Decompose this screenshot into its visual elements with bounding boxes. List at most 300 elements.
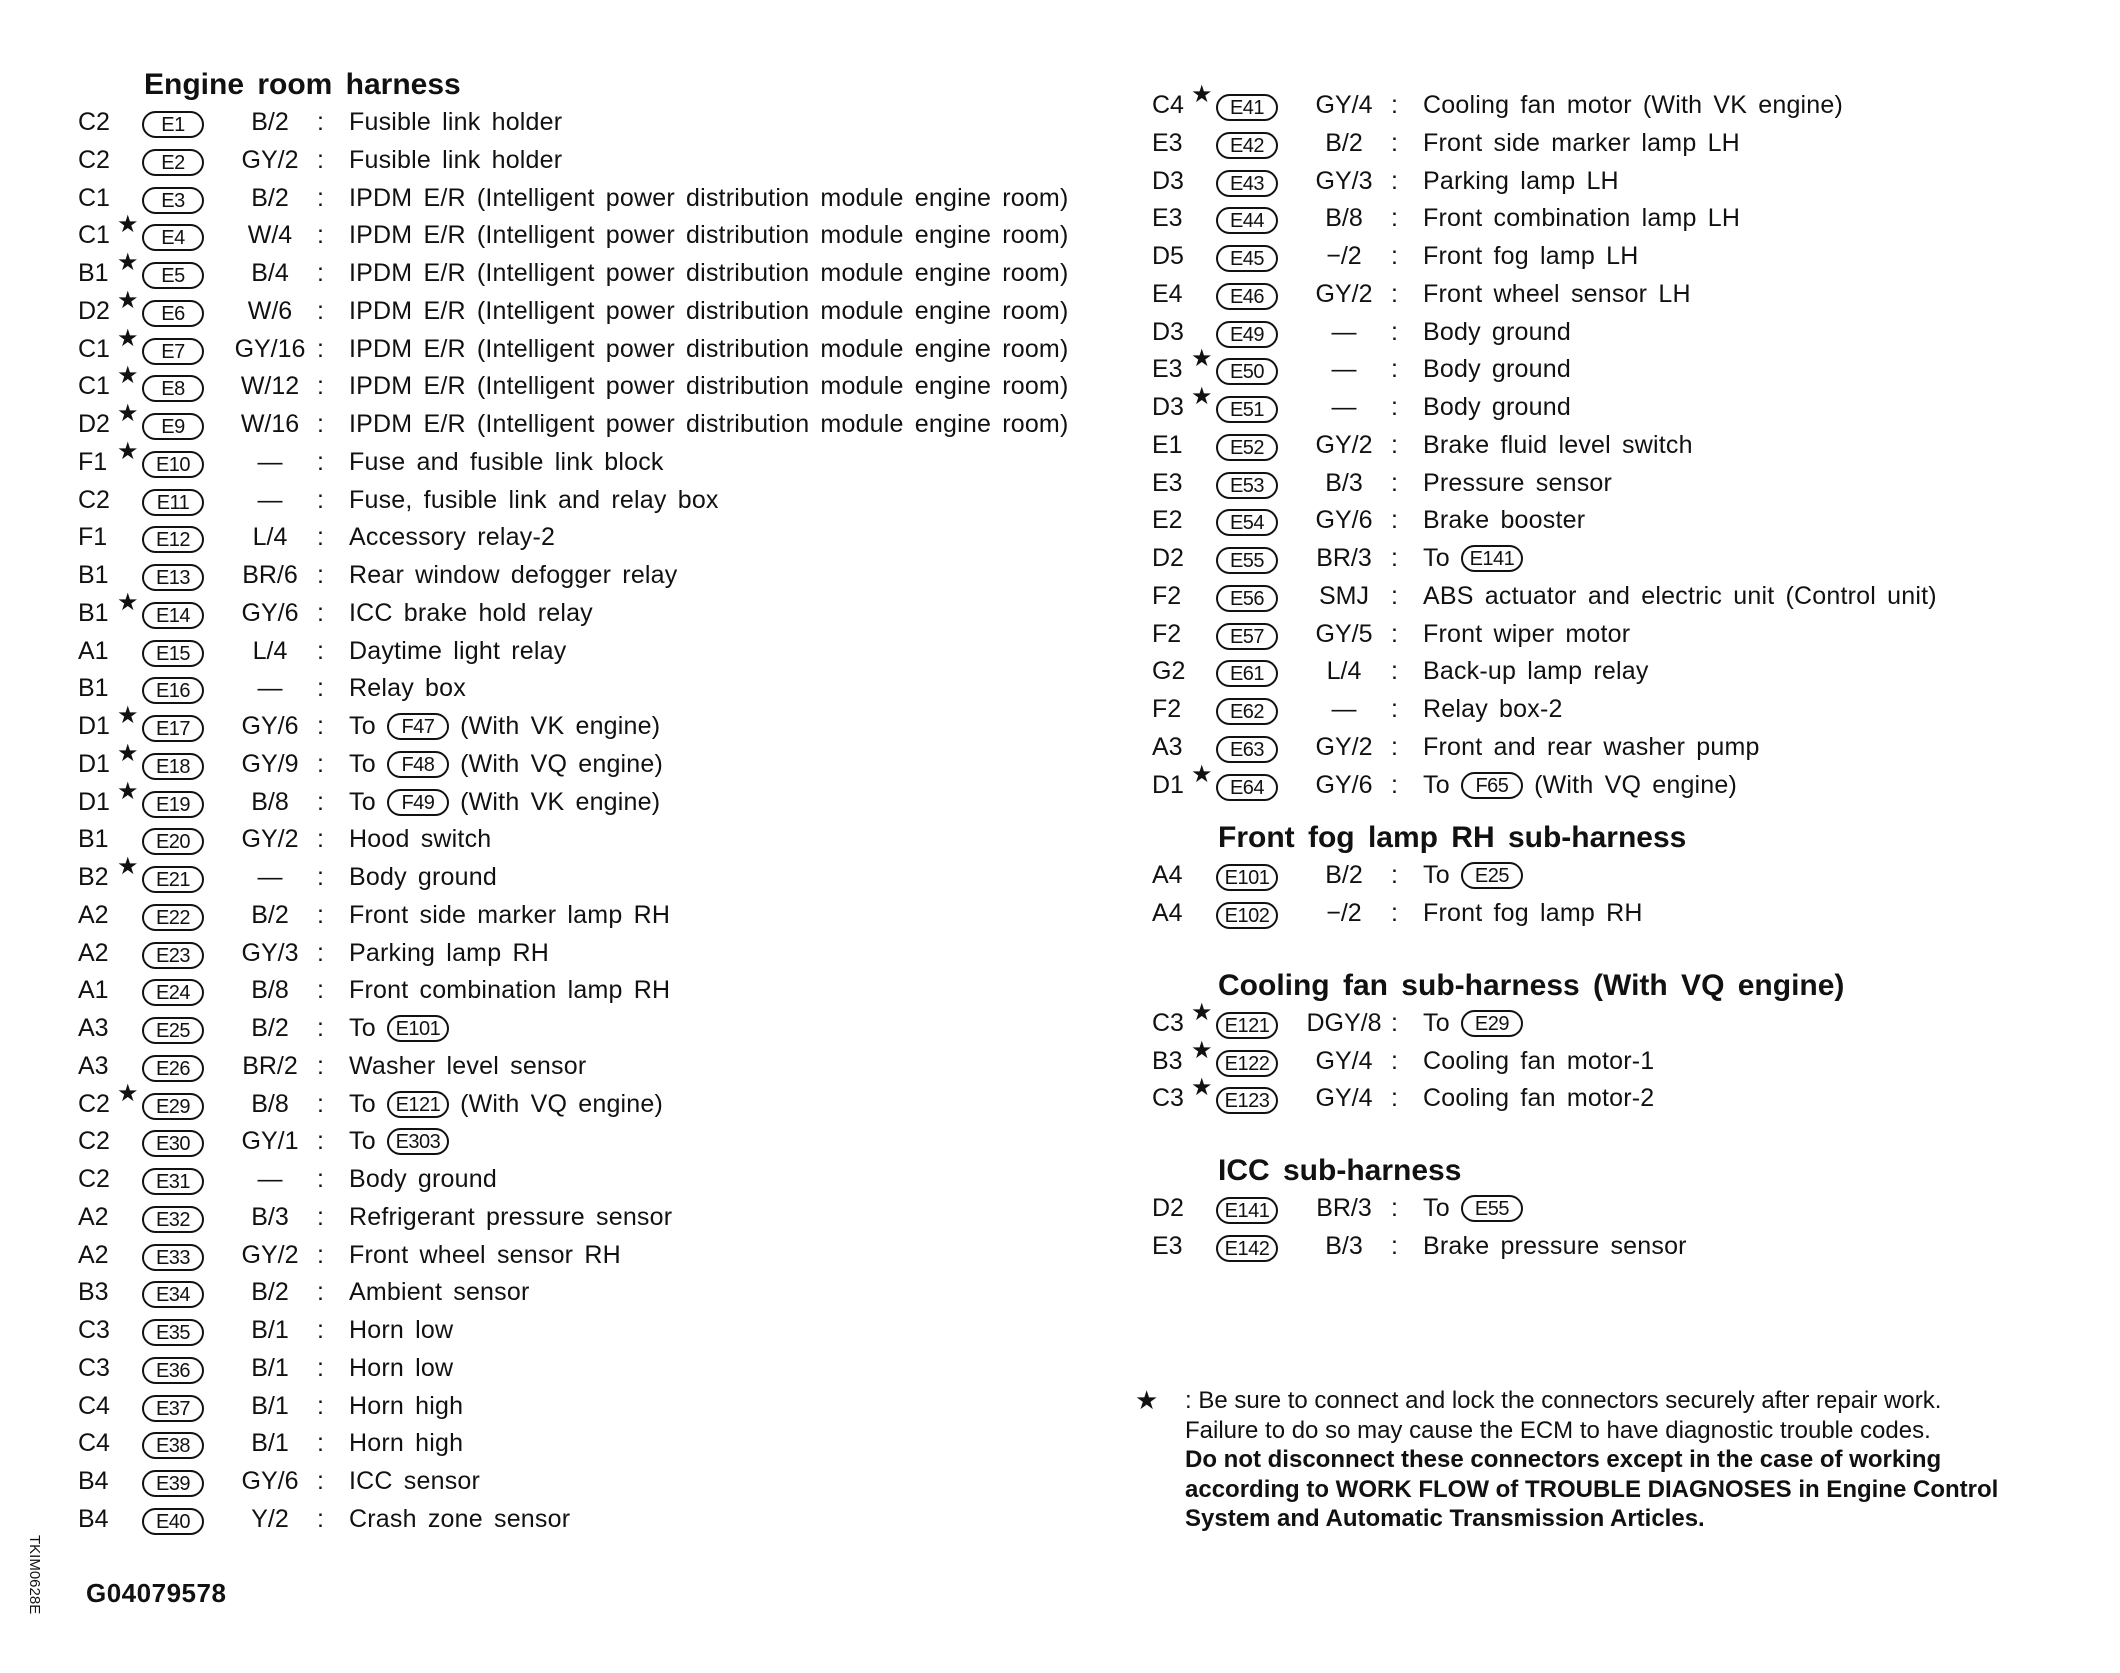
connector-badge: E25 bbox=[142, 1017, 204, 1044]
connector-description: ICC brake hold relay bbox=[349, 598, 593, 627]
connector-badge: E37 bbox=[142, 1395, 204, 1422]
connector-description: Brake pressure sensor bbox=[1423, 1231, 1687, 1260]
connector-badge: E13 bbox=[142, 564, 204, 591]
connector-row bbox=[78, 1463, 1118, 1501]
star-icon: ★ bbox=[117, 1079, 139, 1107]
grid-location: B2 bbox=[78, 863, 109, 891]
wire-spec: B/3 bbox=[1325, 1231, 1363, 1260]
connector-description bbox=[349, 1123, 449, 1161]
separator: : bbox=[317, 410, 324, 438]
connector-row bbox=[78, 670, 1118, 708]
description-prefix: To bbox=[1423, 1194, 1461, 1222]
connector-row bbox=[78, 935, 1118, 973]
grid-location: F2 bbox=[1152, 695, 1182, 723]
wire-spec: GY/6 bbox=[1315, 506, 1373, 535]
footnote-line: : Be sure to connect and lock the connectors securely after repair work. bbox=[1185, 1387, 1942, 1414]
section-title-cooling-fan: Cooling fan sub-harness (With VQ engine) bbox=[1218, 968, 1845, 1002]
side-code: TKIM0628E bbox=[26, 1535, 43, 1615]
footnote-body bbox=[1185, 1386, 2095, 1534]
separator: : bbox=[1391, 128, 1398, 157]
connector-description: Cooling fan motor-1 bbox=[1423, 1046, 1655, 1075]
linked-connector-badge: F47 bbox=[387, 713, 449, 740]
connector-description: Front wheel sensor RH bbox=[349, 1240, 621, 1269]
connector-badge: E34 bbox=[142, 1281, 204, 1308]
separator: : bbox=[1391, 544, 1398, 572]
connector-badge: E24 bbox=[142, 979, 204, 1006]
grid-location: C1 bbox=[78, 221, 110, 250]
connector-badge: E19 bbox=[142, 791, 204, 818]
separator: : bbox=[317, 976, 324, 1005]
grid-location: D1 bbox=[78, 749, 110, 778]
connector-badge: E49 bbox=[1216, 321, 1278, 348]
grid-location: E3 bbox=[1152, 468, 1183, 497]
connector-row bbox=[1152, 616, 2082, 654]
wire-spec: GY/9 bbox=[241, 749, 299, 778]
separator: : bbox=[317, 108, 324, 136]
document-id: G04079578 bbox=[86, 1578, 227, 1608]
grid-location: C1 bbox=[78, 183, 110, 212]
wire-spec: GY/4 bbox=[1315, 91, 1373, 119]
connector-description: Hood switch bbox=[349, 825, 492, 854]
connector-description: IPDM E/R (Intelligent power distribution module engine room) bbox=[349, 334, 1069, 363]
connector-badge: E2 bbox=[142, 149, 204, 176]
connector-description: Front fog lamp LH bbox=[1423, 242, 1639, 270]
grid-location: C2 bbox=[78, 1127, 110, 1156]
connector-badge: E53 bbox=[1216, 472, 1278, 499]
connector-description bbox=[1423, 857, 1523, 895]
connector-description: IPDM E/R (Intelligent power distribution module engine room) bbox=[349, 296, 1069, 325]
connector-description: Relay box bbox=[349, 674, 466, 703]
separator: : bbox=[317, 1391, 324, 1420]
grid-location: D1 bbox=[1152, 770, 1184, 799]
connector-badge: E62 bbox=[1216, 698, 1278, 725]
wire-spec: BR/3 bbox=[1316, 1194, 1372, 1222]
connector-row bbox=[1152, 578, 2082, 616]
connector-badge: E9 bbox=[142, 413, 204, 440]
connector-badge: E23 bbox=[142, 942, 204, 969]
star-icon: ★ bbox=[117, 324, 139, 352]
footnote-warning-line: Do not disconnect these connectors except in the case of working bbox=[1185, 1446, 1942, 1473]
connector-row bbox=[78, 482, 1118, 520]
connector-row bbox=[78, 777, 1118, 822]
description-prefix: To bbox=[349, 1127, 387, 1156]
connector-badge: E3 bbox=[142, 187, 204, 214]
wire-spec: B/2 bbox=[251, 108, 289, 136]
wire-spec: GY/2 bbox=[241, 825, 299, 854]
linked-connector-badge: E25 bbox=[1461, 862, 1523, 889]
connector-badge: E122 bbox=[1216, 1050, 1278, 1077]
separator: : bbox=[317, 296, 324, 325]
connector-description: Front combination lamp RH bbox=[349, 976, 671, 1005]
separator: : bbox=[317, 1089, 324, 1118]
separator: : bbox=[317, 1165, 324, 1193]
connector-description: IPDM E/R (Intelligent power distribution module engine room) bbox=[349, 183, 1069, 212]
connector-badge: E15 bbox=[142, 640, 204, 667]
separator: : bbox=[1391, 770, 1398, 799]
connector-badge: E39 bbox=[142, 1470, 204, 1497]
connector-badge: E5 bbox=[142, 262, 204, 289]
connector-description: Body ground bbox=[349, 863, 497, 891]
grid-location: B3 bbox=[78, 1278, 109, 1307]
separator: : bbox=[317, 183, 324, 212]
connector-row bbox=[1152, 760, 2082, 805]
separator: : bbox=[317, 1014, 324, 1042]
wire-spec: W/6 bbox=[247, 296, 293, 325]
wire-spec: GY/4 bbox=[1315, 1046, 1373, 1075]
wire-spec: B/8 bbox=[251, 1089, 289, 1118]
separator: : bbox=[317, 825, 324, 854]
connector-row bbox=[1152, 729, 2082, 767]
connector-row bbox=[78, 249, 1118, 293]
connector-row bbox=[78, 739, 1118, 784]
connector-row bbox=[1152, 857, 2082, 895]
wire-spec: −/2 bbox=[1326, 242, 1362, 270]
connector-row bbox=[78, 1010, 1118, 1048]
grid-location: F1 bbox=[78, 447, 108, 476]
wire-spec: Y/2 bbox=[251, 1504, 289, 1533]
separator: : bbox=[1391, 695, 1398, 723]
separator: : bbox=[1391, 393, 1398, 421]
grid-location: C3 bbox=[1152, 1084, 1184, 1113]
grid-location: A2 bbox=[78, 900, 109, 929]
connector-row bbox=[1152, 540, 2082, 578]
connector-row bbox=[78, 1199, 1118, 1237]
grid-location: F1 bbox=[78, 523, 108, 552]
separator: : bbox=[317, 1127, 324, 1156]
description-prefix: To bbox=[349, 1014, 387, 1042]
connector-badge: E41 bbox=[1216, 94, 1278, 121]
grid-location: E1 bbox=[1152, 430, 1183, 459]
connector-description: Front side marker lamp RH bbox=[349, 900, 671, 929]
connector-badge: E8 bbox=[142, 375, 204, 402]
separator: : bbox=[1391, 1084, 1398, 1113]
footnote bbox=[1135, 1386, 2095, 1534]
wire-spec: B/4 bbox=[251, 259, 289, 287]
connector-row bbox=[1152, 653, 2082, 691]
connector-description: IPDM E/R (Intelligent power distribution module engine room) bbox=[349, 410, 1069, 438]
grid-location: B1 bbox=[78, 598, 109, 627]
connector-row bbox=[78, 972, 1118, 1010]
connector-row bbox=[78, 1274, 1118, 1312]
connector-row bbox=[78, 1350, 1118, 1388]
separator: : bbox=[1391, 430, 1398, 459]
connector-row bbox=[78, 400, 1118, 444]
engine-room-rows bbox=[78, 104, 1118, 1539]
separator: : bbox=[317, 712, 324, 740]
wire-spec: GY/6 bbox=[241, 598, 299, 627]
separator: : bbox=[1391, 1231, 1398, 1260]
connector-description: Front side marker lamp LH bbox=[1423, 128, 1740, 157]
wire-spec: DGY/8 bbox=[1306, 1008, 1382, 1037]
grid-location: E3 bbox=[1152, 128, 1183, 157]
separator: : bbox=[317, 485, 324, 514]
separator: : bbox=[317, 1316, 324, 1344]
connector-description: IPDM E/R (Intelligent power distribution module engine room) bbox=[349, 221, 1069, 250]
separator: : bbox=[1391, 242, 1398, 270]
description-prefix: To bbox=[349, 787, 387, 816]
separator: : bbox=[1391, 861, 1398, 890]
connector-badge: E64 bbox=[1216, 774, 1278, 801]
connector-description: Parking lamp RH bbox=[349, 938, 549, 967]
wire-spec: GY/6 bbox=[241, 1467, 299, 1495]
wire-spec: GY/2 bbox=[1315, 279, 1373, 308]
wire-spec: GY/3 bbox=[241, 938, 299, 967]
connector-description: Body ground bbox=[1423, 317, 1571, 346]
cooling-fan-rows bbox=[1152, 998, 2082, 1118]
connector-row bbox=[1152, 1228, 2082, 1266]
connector-description: IPDM E/R (Intelligent power distribution module engine room) bbox=[349, 372, 1069, 401]
connector-badge: E29 bbox=[142, 1093, 204, 1120]
grid-location: D2 bbox=[1152, 1194, 1184, 1222]
connector-row bbox=[1152, 1074, 2082, 1118]
connector-badge: E52 bbox=[1216, 434, 1278, 461]
wire-spec: — bbox=[257, 674, 283, 703]
star-icon: ★ bbox=[117, 739, 139, 767]
grid-location: C2 bbox=[78, 145, 110, 174]
linked-connector-badge: E55 bbox=[1461, 1195, 1523, 1222]
section-title-icc: ICC sub-harness bbox=[1218, 1154, 1462, 1187]
connector-row bbox=[78, 1048, 1118, 1086]
wire-spec: GY/6 bbox=[1315, 770, 1373, 799]
wire-spec: SMJ bbox=[1319, 581, 1369, 610]
wire-spec: GY/3 bbox=[1315, 166, 1373, 195]
connector-row bbox=[78, 286, 1118, 331]
connector-badge: E44 bbox=[1216, 207, 1278, 234]
connector-badge: E18 bbox=[142, 753, 204, 780]
linked-connector-badge: E101 bbox=[387, 1015, 449, 1042]
connector-row bbox=[1152, 502, 2082, 540]
description-prefix: To bbox=[349, 712, 387, 740]
wire-spec: — bbox=[257, 1165, 283, 1193]
wire-spec: −/2 bbox=[1326, 899, 1362, 927]
connector-badge: E42 bbox=[1216, 132, 1278, 159]
wire-spec: — bbox=[257, 485, 283, 514]
grid-location: F2 bbox=[1152, 581, 1182, 610]
wire-spec: — bbox=[1331, 355, 1357, 384]
connector-row bbox=[1152, 163, 2082, 201]
connector-row bbox=[78, 1501, 1118, 1539]
wire-spec: GY/2 bbox=[1315, 430, 1373, 459]
star-icon: ★ bbox=[117, 249, 139, 276]
connector-row bbox=[78, 324, 1118, 369]
grid-location: D2 bbox=[1152, 544, 1184, 572]
connector-description: Front fog lamp RH bbox=[1423, 899, 1643, 927]
connector-row bbox=[1152, 998, 2082, 1043]
wire-spec: — bbox=[257, 863, 283, 891]
grid-location: B1 bbox=[78, 825, 109, 854]
description-prefix: To bbox=[1423, 544, 1461, 572]
wire-spec: GY/16 bbox=[234, 334, 306, 363]
linked-connector-badge: E29 bbox=[1461, 1010, 1523, 1037]
grid-location: E3 bbox=[1152, 1231, 1183, 1260]
wire-spec: — bbox=[1331, 393, 1357, 421]
connector-row bbox=[1152, 200, 2082, 238]
connector-row bbox=[78, 211, 1118, 255]
description-suffix: (With VQ engine) bbox=[1522, 770, 1738, 799]
connector-row bbox=[78, 180, 1118, 218]
connector-badge: E57 bbox=[1216, 623, 1278, 650]
wire-spec: — bbox=[1331, 317, 1357, 346]
grid-location: A4 bbox=[1152, 899, 1183, 927]
wire-spec: GY/4 bbox=[1315, 1084, 1373, 1113]
connector-description: Cooling fan motor (With VK engine) bbox=[1423, 91, 1844, 119]
wire-spec: — bbox=[257, 447, 283, 476]
wire-spec: GY/2 bbox=[241, 145, 299, 174]
connector-row bbox=[78, 633, 1118, 671]
description-prefix: To bbox=[1423, 770, 1461, 799]
connector-description: Washer level sensor bbox=[349, 1051, 587, 1080]
wire-spec: — bbox=[1331, 695, 1357, 723]
connector-row bbox=[1152, 81, 2082, 125]
connector-row bbox=[78, 1079, 1118, 1124]
wire-spec: W/16 bbox=[240, 410, 300, 438]
connector-row bbox=[1152, 1190, 2082, 1228]
wire-spec: GY/2 bbox=[1315, 732, 1373, 761]
wire-spec: GY/6 bbox=[241, 712, 299, 740]
connector-description: Horn low bbox=[349, 1353, 454, 1382]
connector-description: Refrigerant pressure sensor bbox=[349, 1202, 673, 1231]
connector-description: Front and rear washer pump bbox=[1423, 732, 1760, 761]
star-icon: ★ bbox=[117, 362, 139, 390]
connector-badge: E33 bbox=[142, 1244, 204, 1271]
connector-description bbox=[1423, 1190, 1523, 1228]
footnote-line: Failure to do so may cause the ECM to have diagnostic trouble codes. bbox=[1185, 1416, 1931, 1444]
description-prefix: To bbox=[1423, 1008, 1461, 1037]
connector-row bbox=[1152, 383, 2082, 427]
grid-location: C1 bbox=[78, 372, 110, 401]
grid-location: A1 bbox=[78, 636, 109, 665]
separator: : bbox=[317, 1429, 324, 1458]
connector-badge: E10 bbox=[142, 451, 204, 478]
connector-badge: E30 bbox=[142, 1130, 204, 1157]
wire-spec: B/3 bbox=[1325, 468, 1363, 497]
footnote-star-icon: ★ bbox=[1135, 1385, 1159, 1415]
star-icon: ★ bbox=[117, 702, 139, 729]
connector-badge: E63 bbox=[1216, 736, 1278, 763]
connector-row bbox=[1152, 691, 2082, 729]
connector-row bbox=[78, 853, 1118, 897]
wire-spec: B/8 bbox=[1325, 204, 1363, 233]
separator: : bbox=[1391, 1046, 1398, 1075]
connector-description: Front combination lamp LH bbox=[1423, 204, 1741, 233]
connector-row bbox=[78, 1425, 1118, 1463]
connector-row bbox=[78, 1388, 1118, 1426]
separator: : bbox=[1391, 581, 1398, 610]
separator: : bbox=[1391, 619, 1398, 648]
wire-spec: BR/2 bbox=[242, 1051, 298, 1080]
connector-badge: E51 bbox=[1216, 396, 1278, 423]
separator: : bbox=[317, 561, 324, 589]
connector-description: Parking lamp LH bbox=[1423, 166, 1619, 195]
wire-spec: B/2 bbox=[251, 183, 289, 212]
grid-location: C2 bbox=[78, 108, 110, 136]
connector-row bbox=[1152, 276, 2082, 314]
separator: : bbox=[317, 372, 324, 401]
grid-location: C3 bbox=[78, 1353, 110, 1382]
separator: : bbox=[1391, 355, 1398, 384]
separator: : bbox=[317, 259, 324, 287]
wire-spec: GY/5 bbox=[1315, 619, 1373, 648]
connector-description: Horn high bbox=[349, 1429, 464, 1458]
wire-spec: B/1 bbox=[251, 1316, 289, 1344]
grid-location: C2 bbox=[78, 485, 110, 514]
grid-location: D1 bbox=[78, 712, 110, 740]
wire-spec: L/4 bbox=[252, 523, 288, 552]
separator: : bbox=[1391, 91, 1398, 119]
grid-location: B4 bbox=[78, 1467, 109, 1495]
connector-badge: E123 bbox=[1216, 1087, 1278, 1114]
grid-location: B3 bbox=[1152, 1046, 1183, 1075]
connector-badge: E22 bbox=[142, 904, 204, 931]
linked-connector-badge: F48 bbox=[387, 751, 449, 778]
grid-location: A2 bbox=[78, 938, 109, 967]
connector-badge: E54 bbox=[1216, 509, 1278, 536]
connector-description: Body ground bbox=[1423, 355, 1571, 384]
grid-location: A4 bbox=[1152, 861, 1183, 890]
connector-badge: E36 bbox=[142, 1357, 204, 1384]
wire-spec: B/1 bbox=[251, 1353, 289, 1382]
grid-location: G2 bbox=[1152, 657, 1186, 686]
linked-connector-badge: E121 bbox=[387, 1091, 449, 1118]
connector-badge: E46 bbox=[1216, 283, 1278, 310]
wire-spec: B/8 bbox=[251, 976, 289, 1005]
wire-spec: B/2 bbox=[251, 1278, 289, 1307]
grid-location: A2 bbox=[78, 1240, 109, 1269]
grid-location: B1 bbox=[78, 259, 109, 287]
grid-location: A2 bbox=[78, 1202, 109, 1231]
connector-badge: E56 bbox=[1216, 585, 1278, 612]
connector-row bbox=[78, 1312, 1118, 1350]
connector-badge: E6 bbox=[142, 300, 204, 327]
grid-location: D5 bbox=[1152, 242, 1184, 270]
connector-row bbox=[78, 104, 1118, 142]
connector-badge: E61 bbox=[1216, 660, 1278, 687]
grid-location: D3 bbox=[1152, 317, 1184, 346]
wire-spec: B/2 bbox=[251, 900, 289, 929]
connector-row bbox=[78, 437, 1118, 482]
connector-badge: E101 bbox=[1216, 864, 1278, 891]
connector-description: Accessory relay-2 bbox=[349, 523, 556, 552]
grid-location: B4 bbox=[78, 1504, 109, 1533]
star-icon: ★ bbox=[1191, 383, 1213, 410]
grid-location: D2 bbox=[78, 296, 110, 325]
connector-description: Fusible link holder bbox=[349, 108, 563, 136]
wire-spec: B/1 bbox=[251, 1391, 289, 1420]
star-icon: ★ bbox=[1191, 1074, 1213, 1102]
grid-location: A3 bbox=[1152, 732, 1183, 761]
connector-description: Body ground bbox=[349, 1165, 497, 1193]
star-icon: ★ bbox=[1191, 81, 1213, 108]
separator: : bbox=[317, 900, 324, 929]
description-suffix: (With VQ engine) bbox=[448, 1089, 664, 1118]
left-column bbox=[78, 66, 1118, 1539]
star-icon: ★ bbox=[117, 777, 139, 805]
wire-spec: B/2 bbox=[1325, 861, 1363, 890]
connector-description: Horn low bbox=[349, 1316, 454, 1344]
separator: : bbox=[317, 221, 324, 250]
description-suffix: (With VK engine) bbox=[448, 787, 661, 816]
connector-description: Relay box-2 bbox=[1423, 695, 1563, 723]
wire-spec: B/8 bbox=[251, 787, 289, 816]
grid-location: C3 bbox=[78, 1316, 110, 1344]
separator: : bbox=[1391, 899, 1398, 927]
separator: : bbox=[317, 1240, 324, 1269]
grid-location: A3 bbox=[78, 1051, 109, 1080]
separator: : bbox=[317, 1467, 324, 1495]
connector-description bbox=[1423, 1005, 1523, 1043]
separator: : bbox=[1391, 506, 1398, 535]
star-icon: ★ bbox=[1191, 345, 1213, 373]
